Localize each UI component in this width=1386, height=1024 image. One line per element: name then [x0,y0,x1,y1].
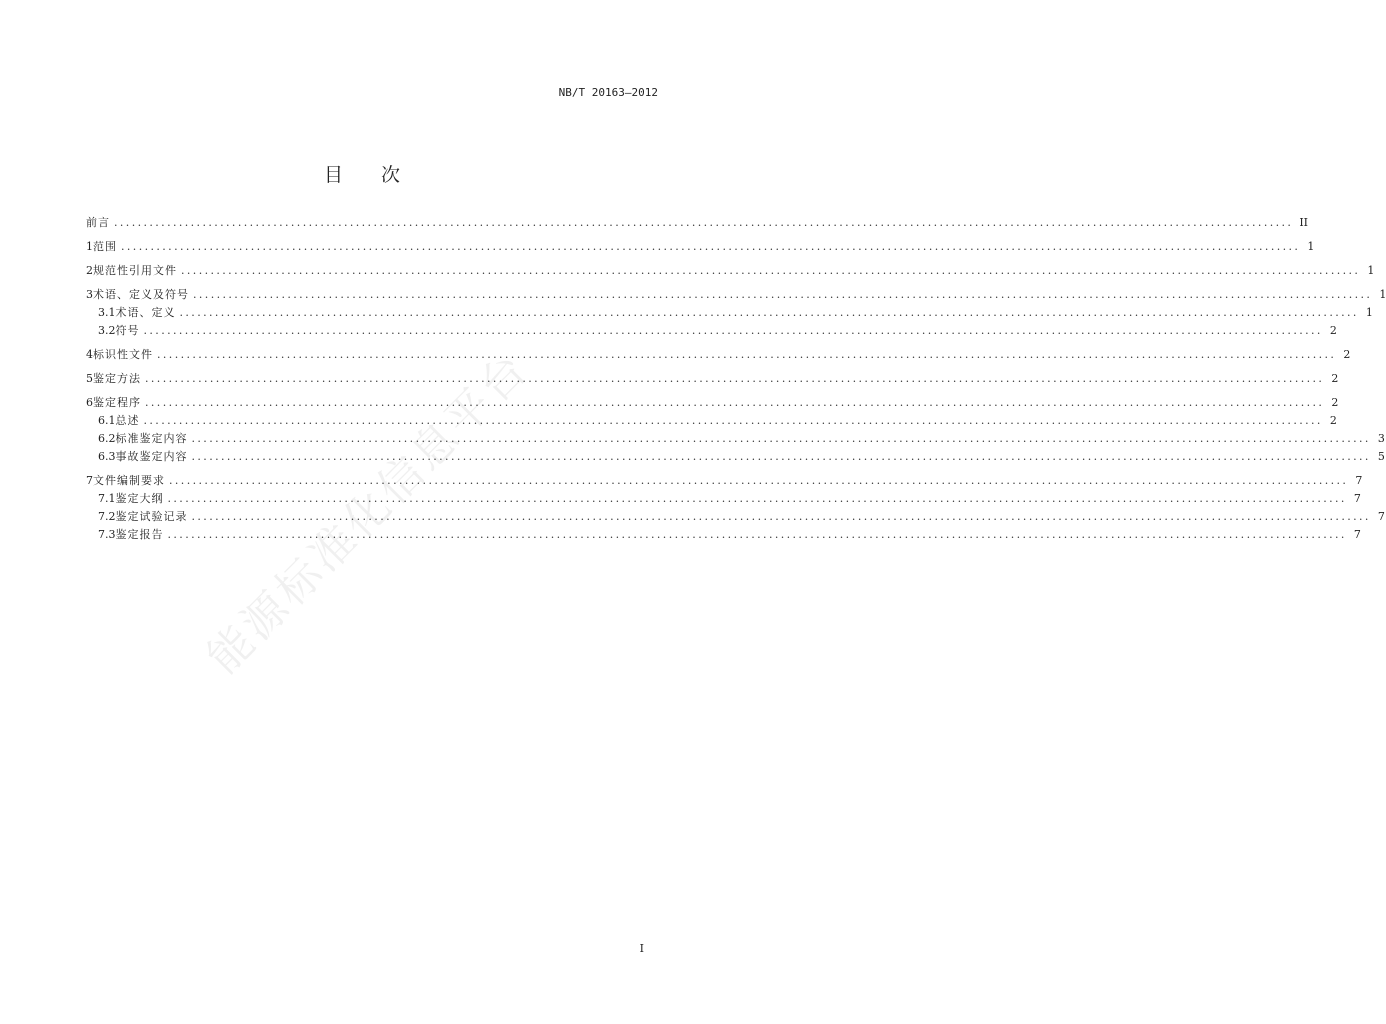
toc-entry-page: 1 [1307,240,1315,253]
toc-dot-leader: ........................................................................................................................................................................................................ [169,474,1349,487]
toc-entry-title: 鉴定方法 [93,372,141,385]
page-number: I [639,942,644,955]
toc-entry-title: 术语、定义 [115,306,176,319]
toc-entry-page: 2 [1331,396,1339,409]
toc-entry-number: 3.1 [98,306,116,319]
toc-dot-leader: ........................................................................................................................................................................................................ [121,240,1301,253]
toc-entry-title: 鉴定试验记录 [115,510,188,523]
toc-entry-title: 文件编制要求 [93,474,165,487]
toc-entry-number: 7.1 [98,492,116,505]
toc-entry[interactable] [86,264,1375,278]
title-right: 次 [381,164,401,186]
toc-entry-number: 6 [86,396,93,409]
toc-entry-number: 3.2 [98,324,116,337]
toc-entry-number: 7.3 [98,528,116,541]
toc-entry-title: 范围 [93,240,117,253]
toc-entry-title: 鉴定程序 [93,396,141,409]
toc-entry-page: 7 [1353,528,1361,541]
toc-entry[interactable] [86,432,1385,446]
toc-dot-leader: ........................................................................................................................................................................................................ [143,324,1323,337]
toc-entry-number: 6.1 [98,414,116,427]
toc-entry-number: 4 [86,348,93,361]
toc-entry-title: 总述 [115,414,140,427]
toc-entry[interactable] [86,240,1315,254]
toc-dot-leader: ........................................................................................................................................................................................................ [157,348,1337,361]
toc-dot-leader: ........................................................................................................................................................................................................ [193,288,1373,301]
toc-entry-title: 前言 [86,216,110,229]
toc-entry-page: 1 [1365,306,1373,319]
toc-entry-number: 5 [86,372,93,385]
toc-entry-title: 鉴定报告 [115,528,164,541]
toc-entry-number: 6.3 [98,450,116,463]
toc-entry-page: 7 [1353,492,1361,505]
toc-entry[interactable] [86,396,1339,410]
toc-entry-number: 7 [86,474,93,487]
toc-entry-page: 3 [1377,432,1385,445]
toc-entry[interactable] [86,324,1337,338]
toc-entry-page: 2 [1343,348,1351,361]
toc-entry-title: 鉴定大纲 [115,492,164,505]
toc-entry-title: 术语、定义及符号 [93,288,189,301]
toc-entry-page: 7 [1377,510,1385,523]
toc-dot-leader: ........................................................................................................................................................................................................ [143,414,1323,427]
toc-dot-leader: ........................................................................................................................................................................................................ [114,216,1294,229]
toc-dot-leader: ........................................................................................................................................................................................................ [167,492,1347,505]
toc-entry-page: 5 [1377,450,1385,463]
toc-dot-leader: ........................................................................................................................................................................................................ [145,396,1325,409]
toc-entry-page: 2 [1329,324,1337,337]
page-title [0,160,724,187]
toc-dot-leader: ........................................................................................................................................................................................................ [181,264,1361,277]
toc-entry[interactable] [86,414,1337,428]
toc-entry-title: 规范性引用文件 [93,264,177,277]
toc-entry-page: 2 [1331,372,1339,385]
toc-entry-title: 标准鉴定内容 [115,432,188,445]
watermark: 能源标准化信息平台 [197,342,540,684]
toc-dot-leader: ........................................................................................................................................................................................................ [145,372,1325,385]
toc-dot-leader: ........................................................................................................................................................................................................ [191,510,1371,523]
toc-entry[interactable] [86,288,1386,302]
toc-entry-title: 事故鉴定内容 [115,450,188,463]
toc-entry-title: 标识性文件 [93,348,153,361]
toc-entry[interactable] [86,372,1339,386]
toc-entry-title: 符号 [115,324,140,337]
toc-dot-leader: ........................................................................................................................................................................................................ [167,528,1347,541]
toc-entry[interactable] [86,306,1373,320]
toc-entry-page: 1 [1379,288,1386,301]
toc-entry-page: 7 [1355,474,1363,487]
toc-entry-number: 3 [86,288,93,301]
toc-entry-number: 7.2 [98,510,116,523]
standard-code: NB/T 20163—2012 [558,86,658,99]
toc-entry-page: 1 [1367,264,1375,277]
toc-dot-leader: ........................................................................................................................................................................................................ [179,306,1359,319]
toc-entry-number: 1 [86,240,93,253]
toc-dot-leader: ........................................................................................................................................................................................................ [191,432,1371,445]
toc-entry-number: 6.2 [98,432,116,445]
title-left: 目 [323,164,343,186]
toc-dot-leader: ........................................................................................................................................................................................................ [191,450,1371,463]
toc-entry-page: II [1299,216,1309,229]
toc-entry[interactable] [86,348,1351,362]
toc-entry-number: 2 [86,264,93,277]
toc-entry[interactable] [86,216,1309,230]
toc-entry-page: 2 [1329,414,1337,427]
